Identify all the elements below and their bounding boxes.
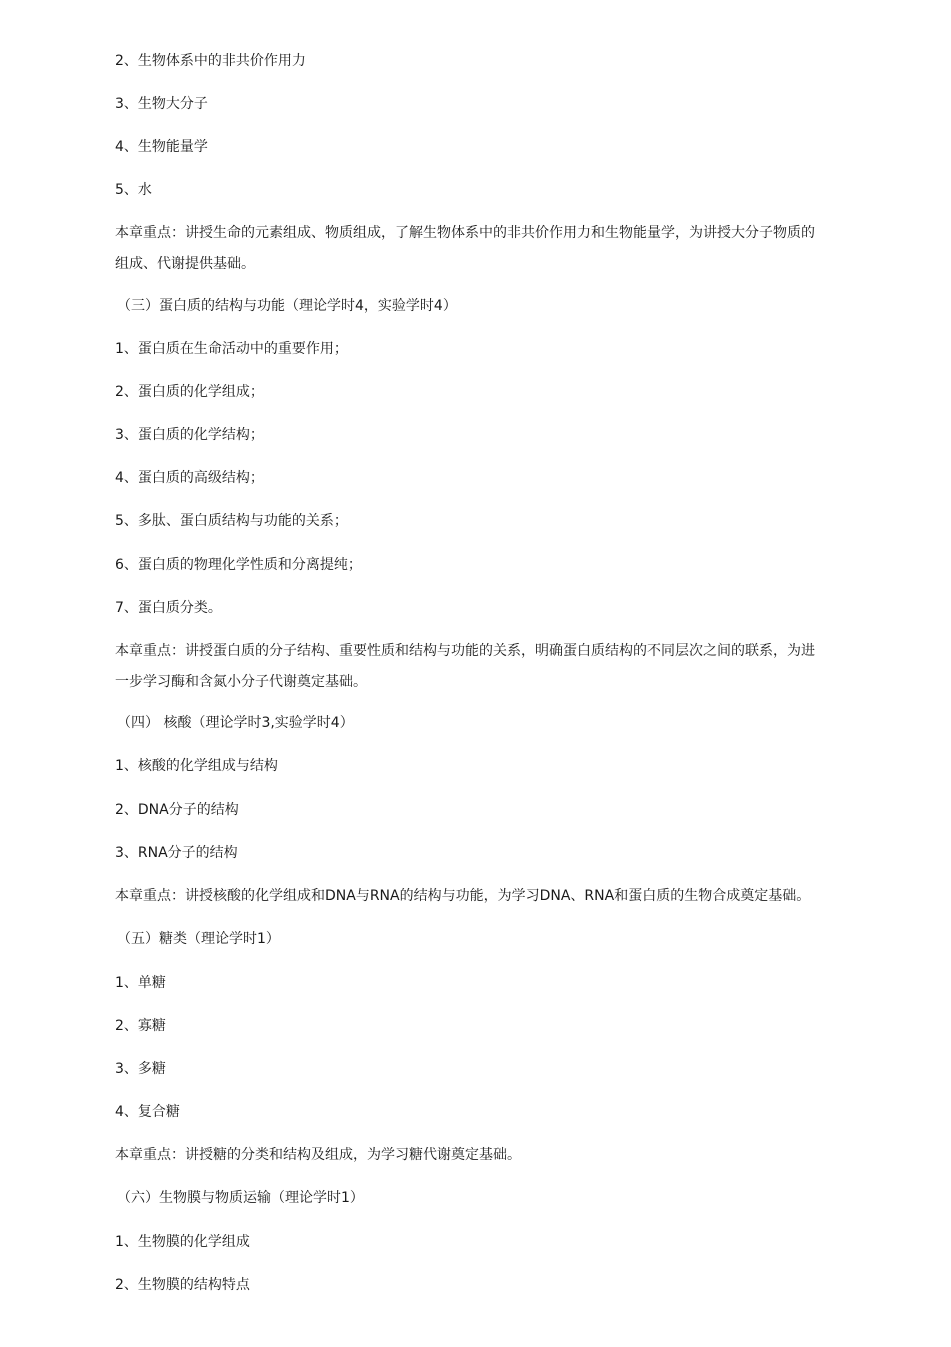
ch3-item: 1、蛋白质在生命活动中的重要作用；	[115, 341, 348, 357]
ch3-item: 5、多肽、蛋白质结构与功能的关系；	[115, 513, 348, 529]
ch2-item: 5、水	[115, 182, 152, 198]
ch2-focus-line: 组成、代谢提供基础。	[115, 256, 255, 272]
ch4-item: 3、RNA分子的结构	[115, 845, 238, 861]
ch3-item: 4、蛋白质的高级结构；	[115, 470, 264, 486]
ch4-heading: （四） 核酸（理论学时3,实验学时4）	[117, 715, 354, 731]
ch5-item: 3、多糖	[115, 1061, 166, 1077]
ch5-heading: （五）糖类（理论学时1）	[117, 931, 280, 947]
ch3-item: 6、蛋白质的物理化学性质和分离提纯；	[115, 557, 362, 573]
ch5-item: 2、寡糖	[115, 1018, 166, 1034]
ch2-item: 4、生物能量学	[115, 139, 208, 155]
ch3-item: 3、蛋白质的化学结构；	[115, 427, 264, 443]
ch6-heading: （六）生物膜与物质运输（理论学时1）	[117, 1190, 364, 1206]
ch6-item: 1、生物膜的化学组成	[115, 1234, 250, 1250]
ch3-heading: （三）蛋白质的结构与功能（理论学时4，实验学时4）	[117, 298, 457, 314]
ch2-focus-paragraph	[115, 218, 840, 280]
ch3-focus-paragraph	[115, 636, 840, 698]
ch5-item: 4、复合糖	[115, 1104, 180, 1120]
ch3-item: 2、蛋白质的化学组成；	[115, 384, 264, 400]
ch2-item: 2、生物体系中的非共价作用力	[115, 53, 306, 69]
ch2-focus-line: 本章重点：讲授生命的元素组成、物质组成，了解生物体系中的非共价作用力和生物能量学，为讲授大分子物质的	[115, 225, 815, 241]
ch5-item: 1、单糖	[115, 975, 166, 991]
ch4-item: 2、DNA分子的结构	[115, 802, 239, 818]
ch3-focus-line: 本章重点：讲授蛋白质的分子结构、重要性质和结构与功能的关系，明确蛋白质结构的不同层次之间的联系，为进	[115, 643, 815, 659]
ch6-item: 2、生物膜的结构特点	[115, 1277, 250, 1293]
ch3-item: 7、蛋白质分类。	[115, 600, 222, 616]
ch2-item: 3、生物大分子	[115, 96, 208, 112]
ch4-item: 1、核酸的化学组成与结构	[115, 758, 278, 774]
ch5-focus: 本章重点：讲授糖的分类和结构及组成，为学习糖代谢奠定基础。	[115, 1147, 521, 1163]
ch4-focus: 本章重点：讲授核酸的化学组成和DNA与RNA的结构与功能，为学习DNA、RNA和蛋白质的生物合成奠定基础。	[115, 888, 811, 904]
ch3-focus-line: 一步学习酶和含氮小分子代谢奠定基础。	[115, 674, 367, 690]
